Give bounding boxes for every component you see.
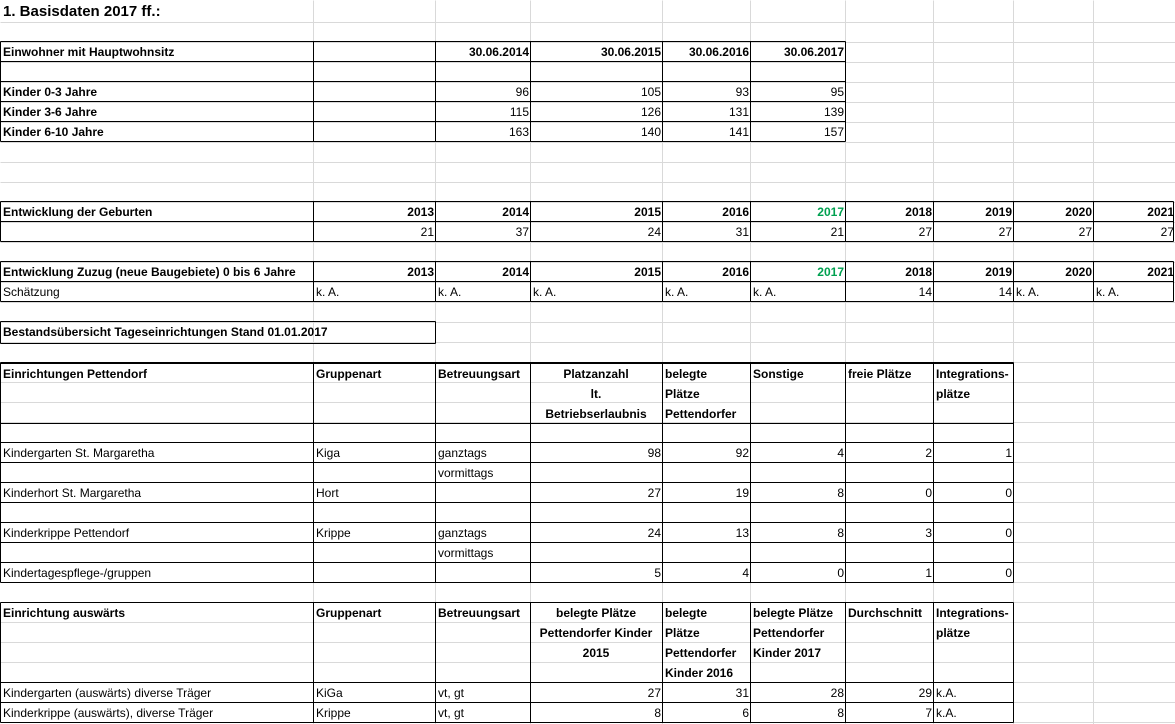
geburten-value: 27	[918, 225, 932, 239]
bestand-frei: 0	[925, 486, 932, 500]
einwohner-value: 93	[735, 85, 749, 99]
einwohner-value: 131	[728, 105, 749, 119]
auswaerts-b2016: 31	[735, 686, 749, 700]
auswaerts-b2015: 27	[647, 686, 661, 700]
bestand-belegt: 4	[742, 566, 749, 580]
bestand-name: Kinderhort St. Margaretha	[3, 486, 142, 500]
auswaerts-header-2015-1: belegte Plätze	[555, 606, 637, 620]
auswaerts-header-2016-2: Plätze	[665, 626, 700, 640]
zuzug-value: k. A.	[1016, 285, 1040, 299]
bestand-integ: 0	[1005, 566, 1012, 580]
einwohner-date: 30.06.2014	[468, 45, 529, 59]
page-title: 1. Basisdaten 2017 ff.:	[3, 3, 161, 20]
bestand-platz: 24	[647, 526, 661, 540]
bestand-header-platz-3: Betriebserlaubnis	[545, 407, 647, 421]
bestand-header-name: Einrichtungen Pettendorf	[3, 367, 147, 381]
auswaerts-durch: 7	[925, 706, 932, 720]
auswaerts-header-2016-4: Kinder 2016	[665, 666, 734, 680]
bestand-name: Kindertagespflege-/gruppen	[3, 566, 152, 580]
auswaerts-header-2017-3: Kinder 2017	[753, 646, 822, 660]
einwohner-row-label: Kinder 6-10 Jahre	[3, 125, 104, 139]
zuzug-row-label: Schätzung	[3, 285, 60, 299]
bestand-platz: 5	[654, 566, 661, 580]
bestand-header-betreuung: Betreuungsart	[438, 367, 521, 381]
bestand-belegt: 13	[735, 526, 749, 540]
auswaerts-header-2017-2: Pettendorfer	[753, 626, 825, 640]
einwohner-value: 141	[728, 125, 749, 139]
zuzug-year: 2019	[985, 265, 1012, 279]
einwohner-label: Einwohner mit Hauptwohnsitz	[3, 45, 175, 59]
zuzug-value: k. A.	[316, 285, 340, 299]
bestand-integ: 0	[1005, 526, 1012, 540]
einwohner-date: 30.06.2016	[688, 45, 749, 59]
auswaerts-gruppe: KiGa	[316, 686, 343, 700]
zuzug-value: k. A.	[438, 285, 462, 299]
zuzug-value: k. A.	[533, 285, 557, 299]
zuzug-year: 2016	[722, 265, 749, 279]
bestand-header-belegt-3: Pettendorfer	[665, 407, 737, 421]
bestand-header-platz-1: Platzanzahl	[563, 367, 629, 381]
bestand-integ: 0	[1005, 486, 1012, 500]
einwohner-value: 105	[640, 85, 661, 99]
bestand-betreuung: ganztags	[438, 446, 487, 460]
bestand-betreuung: vormittags	[438, 546, 494, 560]
bestand-header-integ-2: plätze	[936, 387, 971, 401]
zuzug-year: 2017	[817, 265, 844, 279]
auswaerts-betreuung: vt, gt	[438, 706, 465, 720]
bestand-header-frei: freie Plätze	[848, 367, 912, 381]
bestand-betreuung: vormittags	[438, 466, 494, 480]
geburten-year: 2013	[407, 205, 434, 219]
einwohner-row-label: Kinder 3-6 Jahre	[3, 105, 98, 119]
einwohner-value: 96	[515, 85, 529, 99]
geburten-value: 27	[1078, 225, 1092, 239]
geburten-value: 24	[647, 225, 661, 239]
geburten-value: 27	[1160, 225, 1174, 239]
bestand-sonstige: 8	[837, 526, 844, 540]
auswaerts-header-gruppe: Gruppenart	[316, 606, 382, 620]
auswaerts-b2015: 8	[654, 706, 661, 720]
einwohner-value: 95	[830, 85, 844, 99]
einwohner-value: 140	[640, 125, 661, 139]
geburten-year: 2019	[985, 205, 1012, 219]
auswaerts-name: Kinderkrippe (auswärts), diverse Träger	[3, 706, 214, 720]
bestand-header-platz-2: lt.	[590, 387, 602, 401]
zuzug-year: 2014	[502, 265, 529, 279]
auswaerts-b2016: 6	[742, 706, 749, 720]
einwohner-row-label: Kinder 0-3 Jahre	[3, 85, 98, 99]
zuzug-value: k. A.	[753, 285, 777, 299]
bestand-name: Kindergarten St. Margaretha	[3, 446, 155, 460]
einwohner-date: 30.06.2015	[600, 45, 661, 59]
zuzug-year: 2018	[905, 265, 932, 279]
zuzug-label: Entwicklung Zuzug (neue Baugebiete) 0 bis 6 Jahre	[3, 265, 296, 279]
auswaerts-b2017: 28	[830, 686, 844, 700]
zuzug-year: 2020	[1065, 265, 1092, 279]
auswaerts-header-2016-1: belegte	[665, 606, 708, 620]
einwohner-value: 126	[640, 105, 661, 119]
auswaerts-header-2015-2: Pettendorfer Kinder	[539, 626, 653, 640]
zuzug-year: 2015	[634, 265, 661, 279]
geburten-value: 31	[735, 225, 749, 239]
bestand-header-gruppe: Gruppenart	[316, 367, 382, 381]
auswaerts-header-2016-3: Pettendorfer	[665, 646, 737, 660]
bestand-frei: 3	[925, 526, 932, 540]
geburten-value: 37	[515, 225, 529, 239]
auswaerts-durch: 29	[918, 686, 932, 700]
bestand-gruppe: Hort	[316, 486, 339, 500]
geburten-year: 2016	[722, 205, 749, 219]
bestand-platz: 98	[647, 446, 661, 460]
bestand-sonstige: 0	[837, 566, 844, 580]
bestand-sonstige: 8	[837, 486, 844, 500]
geburten-year: 2017	[817, 205, 844, 219]
zuzug-value: k. A.	[665, 285, 689, 299]
geburten-value: 27	[998, 225, 1012, 239]
bestand-header-belegt-1: belegte	[665, 367, 708, 381]
zuzug-value: 14	[998, 285, 1012, 299]
geburten-year: 2021	[1147, 205, 1174, 219]
bestand-betreuung: ganztags	[438, 526, 487, 540]
zuzug-year: 2013	[407, 265, 434, 279]
auswaerts-header-integ-2: plätze	[936, 626, 971, 640]
bestand-gruppe: Kiga	[316, 446, 341, 460]
zuzug-value: k. A.	[1096, 285, 1120, 299]
bestand-sonstige: 4	[837, 446, 844, 460]
geburten-year: 2020	[1065, 205, 1092, 219]
auswaerts-integ: k.A.	[936, 706, 957, 720]
bestand-gruppe: Krippe	[316, 526, 351, 540]
bestand-belegt: 92	[735, 446, 749, 460]
einwohner-value: 163	[508, 125, 529, 139]
auswaerts-header-name: Einrichtung auswärts	[3, 606, 126, 620]
einwohner-value: 139	[823, 105, 844, 119]
auswaerts-header-2015-3: 2015	[582, 646, 610, 660]
bestand-name: Kinderkrippe Pettendorf	[3, 526, 130, 540]
einwohner-date: 30.06.2017	[783, 45, 844, 59]
bestand-platz: 27	[647, 486, 661, 500]
auswaerts-gruppe: Krippe	[316, 706, 351, 720]
einwohner-value: 157	[823, 125, 844, 139]
geburten-year: 2018	[905, 205, 932, 219]
bestand-belegt: 19	[735, 486, 749, 500]
auswaerts-b2017: 8	[837, 706, 844, 720]
geburten-label: Entwicklung der Geburten	[3, 205, 153, 219]
auswaerts-header-2017-1: belegte Plätze	[753, 606, 834, 620]
auswaerts-header-betreuung: Betreuungsart	[438, 606, 521, 620]
geburten-value: 21	[420, 225, 434, 239]
zuzug-value: 14	[918, 285, 932, 299]
bestand-frei: 1	[925, 566, 932, 580]
auswaerts-integ: k.A.	[936, 686, 957, 700]
bestand-integ: 1	[1005, 446, 1012, 460]
einwohner-value: 115	[509, 105, 529, 119]
zuzug-year: 2021	[1147, 265, 1174, 279]
auswaerts-name: Kindergarten (auswärts) diverse Träger	[3, 686, 212, 700]
bestand-header-sonstige: Sonstige	[753, 367, 804, 381]
geburten-value: 21	[830, 225, 844, 239]
bestand-header-integ-1: Integrations-	[936, 367, 1009, 381]
auswaerts-header-durch: Durchschnitt	[848, 606, 923, 620]
auswaerts-betreuung: vt, gt	[438, 686, 465, 700]
bestand-label: Bestandsübersicht Tageseinrichtungen Stand 01.01.2017	[3, 325, 328, 339]
geburten-year: 2015	[634, 205, 661, 219]
bestand-header-belegt-2: Plätze	[665, 387, 700, 401]
bestand-frei: 2	[925, 446, 932, 460]
auswaerts-header-integ-1: Integrations-	[936, 606, 1009, 620]
geburten-year: 2014	[502, 205, 529, 219]
